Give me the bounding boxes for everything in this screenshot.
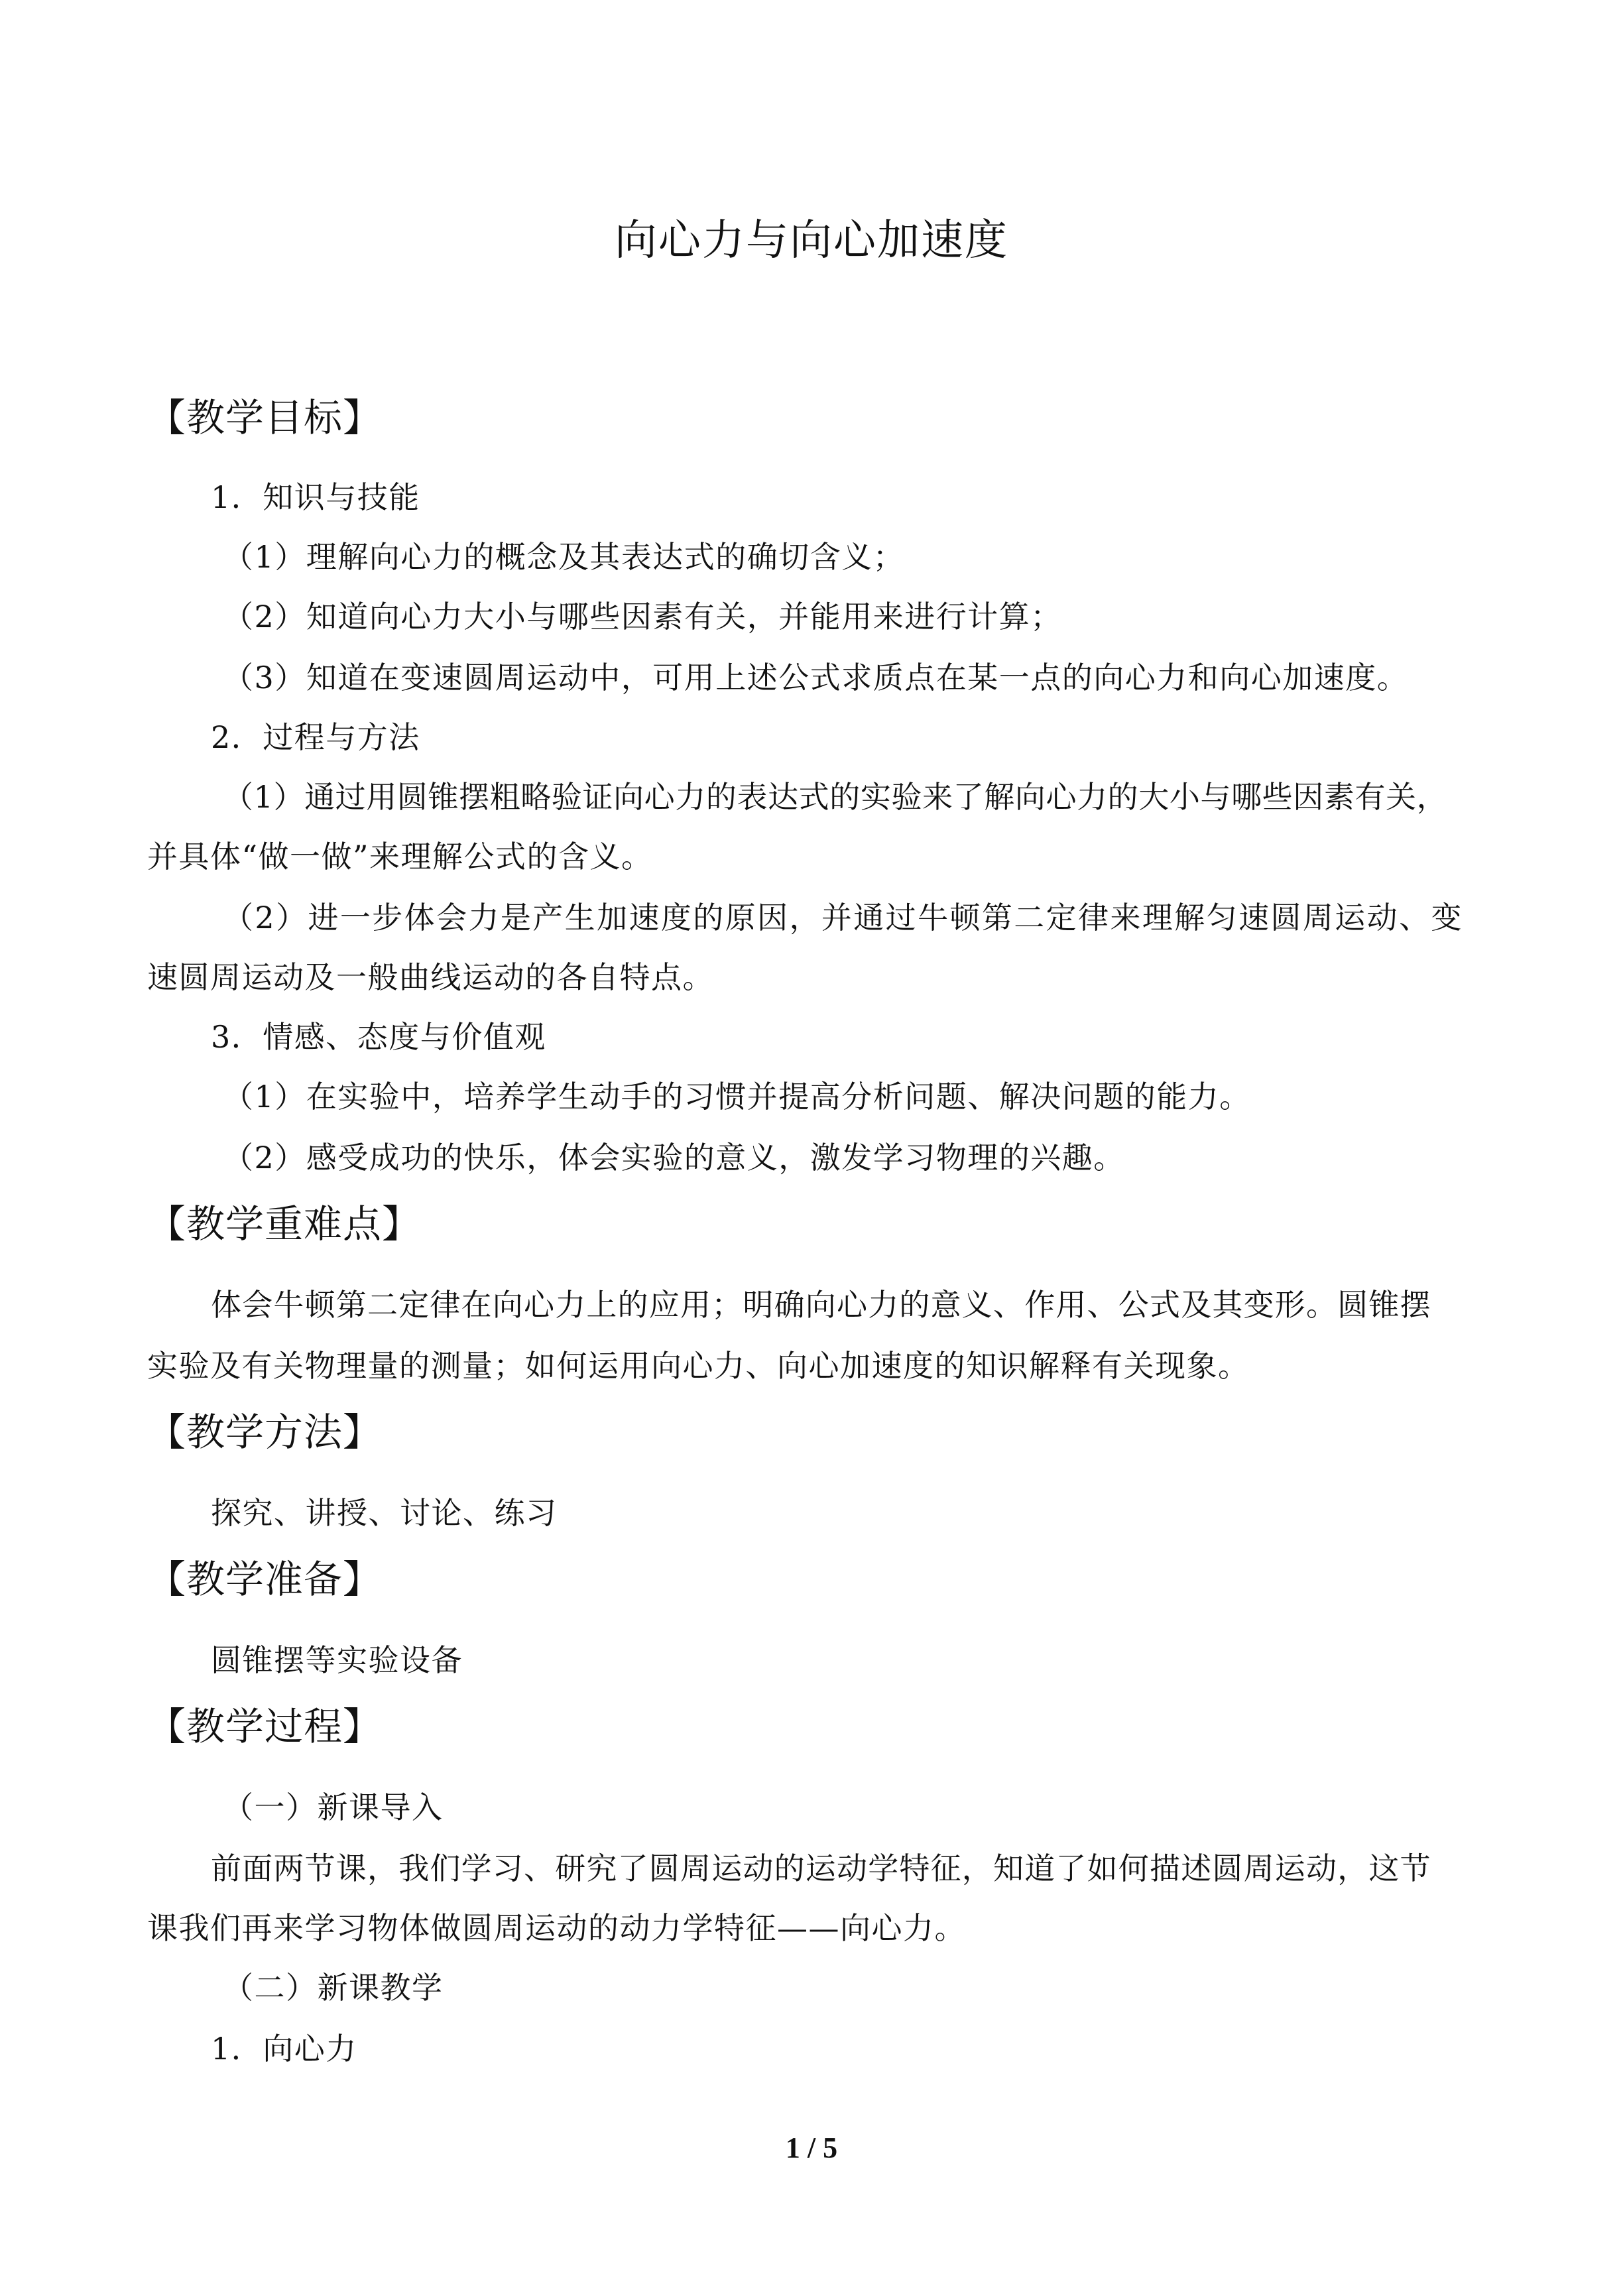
objective-item-2-2-line1: （2）进一步体会力是产生加速度的原因，并通过牛顿第二定律来理解匀速圆周运动、变 bbox=[223, 900, 1463, 936]
objective-item-2: 2．过程与方法 bbox=[211, 719, 420, 755]
process-para1-line1: 前面两节课，我们学习、研究了圆周运动的运动学特征，知道了如何描述圆周运动，这节 bbox=[211, 1850, 1431, 1886]
document-title: 向心力与向心加速度 bbox=[615, 216, 1008, 265]
objective-item-3-2: （2）感受成功的快乐，体会实验的意义，激发学习物理的兴趣。 bbox=[223, 1140, 1125, 1176]
key-points-line2: 实验及有关物理量的测量；如何运用向心力、向心加速度的知识解释有关现象。 bbox=[147, 1348, 1250, 1384]
objective-item-1-1: （1）理解向心力的概念及其表达式的确切含义； bbox=[223, 539, 905, 575]
objective-item-2-1-line2: 并具体“做一做”来理解公式的含义。 bbox=[147, 839, 653, 875]
page-number: 1 / 5 bbox=[785, 2132, 838, 2164]
key-points-line1: 体会牛顿第二定律在向心力上的应用；明确向心力的意义、作用、公式及其变形。圆锥摆 bbox=[211, 1287, 1431, 1323]
methods-line1: 探究、讲授、讨论、练习 bbox=[211, 1495, 558, 1531]
objective-item-2-2-line2: 速圆周运动及一般曲线运动的各自特点。 bbox=[147, 959, 714, 995]
process-sub1: （一）新课导入 bbox=[223, 1789, 444, 1825]
process-para1-line2: 课我们再来学习物体做圆周运动的动力学特征——向心力。 bbox=[147, 1910, 966, 1946]
objective-item-2-1-line1: （1）通过用圆锥摆粗略验证向心力的表达式的实验来了解向心力的大小与哪些因素有关， bbox=[223, 779, 1448, 815]
heading-preparation: 【教学准备】 bbox=[147, 1557, 383, 1602]
preparation-line1: 圆锥摆等实验设备 bbox=[211, 1642, 463, 1678]
objective-item-1-3: （3）知道在变速圆周运动中，可用上述公式求质点在某一点的向心力和向心加速度。 bbox=[223, 660, 1409, 695]
process-item1: 1．向心力 bbox=[211, 2031, 357, 2067]
objective-item-3: 3．情感、态度与价值观 bbox=[211, 1019, 546, 1055]
objective-item-3-1: （1）在实验中，培养学生动手的习惯并提高分析问题、解决问题的能力。 bbox=[223, 1079, 1251, 1115]
process-sub2: （二）新课教学 bbox=[223, 1970, 444, 2006]
heading-key-points: 【教学重难点】 bbox=[147, 1201, 422, 1246]
objective-item-1: 1．知识与技能 bbox=[211, 479, 420, 515]
heading-process: 【教学过程】 bbox=[147, 1704, 383, 1749]
heading-objectives: 【教学目标】 bbox=[147, 395, 383, 440]
heading-methods: 【教学方法】 bbox=[147, 1410, 383, 1455]
objective-item-1-2: （2）知道向心力大小与哪些因素有关，并能用来进行计算； bbox=[223, 599, 1062, 634]
